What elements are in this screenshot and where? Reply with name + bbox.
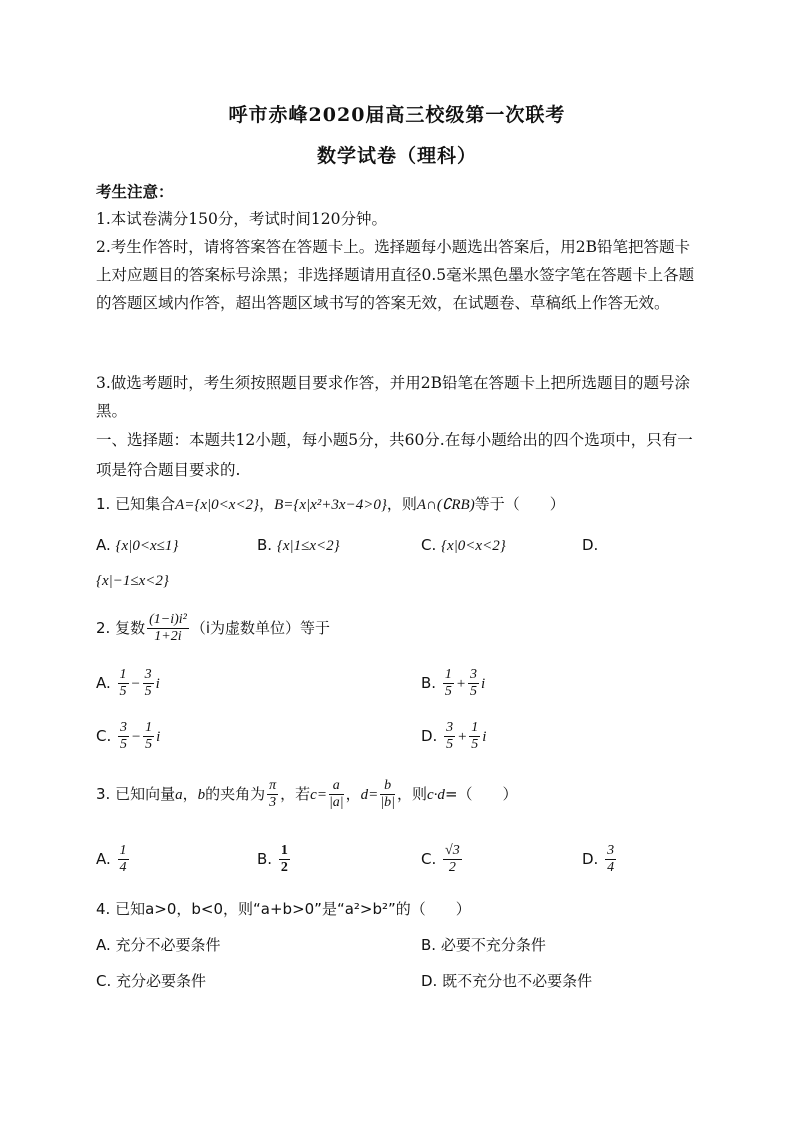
question-3 (96, 778, 518, 811)
page-subtitle: 数学试卷（理科） (316, 145, 477, 167)
q1-b-label: B. (257, 536, 273, 554)
q2-c-label: C. (96, 727, 112, 745)
q2-c-op: − (131, 729, 142, 745)
q2-d-label: D. (421, 727, 438, 745)
q1-sep: ， (259, 495, 275, 513)
q1-ask-pre: ，则 (386, 495, 417, 513)
q2-a-n2: 3 (144, 667, 152, 682)
q4-option-d: D. 既不充分也不必要条件 (421, 972, 593, 990)
q2-b-n1: 1 (444, 667, 452, 682)
q2-a-d1: 5 (119, 684, 127, 699)
q1-a-value: {x|0<x≤1} (115, 538, 179, 554)
q3-b-label: B. (257, 850, 273, 868)
q1-option-b (257, 536, 340, 555)
q3-sep2: ， (345, 785, 361, 803)
q3-a-frac (118, 843, 129, 876)
q3-eq2: = (368, 787, 379, 803)
q2-a-i: i (155, 676, 160, 692)
q3-d-d: 4 (607, 860, 615, 875)
q2-d-n1: 3 (446, 720, 454, 735)
q3-a-label: A. (96, 850, 111, 868)
q3-c-frac (329, 778, 344, 811)
page-title: 呼市赤峰2020届高三校级第一次联考 (228, 104, 566, 126)
q3-sep1: ， (182, 785, 198, 803)
q1-option-c (421, 536, 506, 555)
section-intro: 一、选择题：本题共12小题，每小题5分，共60分.在每小题给出的四个选项中，只有一项是符合题目要求的. (96, 431, 693, 479)
q4-option-a: A. 充分不必要条件 (96, 936, 221, 954)
q2-a-label: A. (96, 674, 111, 692)
q2-d-d1: 5 (446, 737, 454, 752)
q2-c-frac1 (118, 720, 129, 753)
q1-option-d-label: D. (582, 536, 599, 554)
question-1 (96, 493, 565, 514)
q3-c-d: 2 (448, 860, 456, 875)
q2-c-i: i (156, 729, 161, 745)
q1-prefix: 1. 已知集合 (96, 495, 176, 513)
notice-item-2: 2.考生作答时，请将答案答在答题卡上。选择题每小题选出答案后，用2B铅笔把答题卡上对应题目的答案标号涂黑；非选择题请用直径0.5毫米黑色墨水签字笔在答题卡上各题的答题区域内作答，超出答题区域书写的答案无效，在试题卷、草稿纸上作答无效。 (96, 238, 695, 312)
q2-denominator: 1+2i (154, 629, 182, 644)
q2-fraction (147, 612, 189, 645)
q3-vector-a: a (175, 787, 183, 803)
q3-d-frac (605, 843, 616, 876)
q2-c-n2: 1 (145, 720, 153, 735)
q1-set-a: A={x|0<x<2} (175, 497, 260, 513)
q3-then: ，则 (397, 785, 428, 803)
q3-d-num: b (380, 778, 395, 795)
q3-b-d: 2 (280, 860, 288, 875)
q3-option-b (257, 843, 292, 876)
q1-ask-post: 等于（ ） (474, 495, 565, 513)
q4-option-c: C. 充分必要条件 (96, 972, 207, 990)
q2-c-d1: 5 (120, 737, 128, 752)
q3-c-den: |a| (328, 795, 344, 810)
q3-d-n: 3 (607, 843, 615, 858)
q3-b-frac (279, 843, 290, 876)
q3-ask: =（ ） (444, 785, 518, 803)
q2-d-n2: 1 (471, 720, 479, 735)
q3-option-a (96, 843, 131, 876)
q3-c-n: √3 (445, 843, 460, 858)
q3-d-frac (380, 778, 395, 811)
q4-option-b: B. 必要不充分条件 (421, 936, 546, 954)
q3-vector-c: c (310, 787, 317, 803)
q3-c-label: C. (421, 850, 437, 868)
q3-d-den: |b| (380, 795, 395, 810)
question-4: 4. 已知a>0，b<0，则“a+b>0”是“a²>b²”的（ ） (96, 900, 471, 918)
q2-b-label: B. (421, 674, 437, 692)
q2-b-n2: 3 (469, 667, 477, 682)
q2-a-n1: 1 (119, 667, 127, 682)
q3-if: ，若 (280, 785, 311, 803)
q3-option-c (421, 843, 464, 876)
q2-d-i: i (482, 729, 487, 745)
q1-option-d-value: {x|−1≤x<2} (96, 573, 169, 589)
q1-b-value: {x|1≤x<2} (276, 538, 340, 554)
q2-option-c (96, 720, 160, 753)
q2-option-b (421, 667, 485, 700)
q2-a-d2: 5 (144, 684, 152, 699)
q3-option-d (582, 843, 618, 876)
q1-expr: A∩(∁RB) (416, 497, 475, 513)
q3-vector-b: b (197, 787, 206, 803)
q2-a-frac2 (143, 667, 154, 700)
q2-d-frac1 (444, 720, 455, 753)
q3-eq: = (316, 787, 327, 803)
q2-suffix: （i为虚数单位）等于 (190, 619, 331, 637)
q2-option-a (96, 667, 160, 700)
notice-item-1: 1.本试卷满分150分，考试时间120分钟。 (96, 210, 387, 228)
q2-b-d1: 5 (444, 684, 452, 699)
q3-angle (267, 778, 278, 811)
q1-c-label: C. (421, 536, 437, 554)
q3-prefix: 3. 已知向量 (96, 785, 176, 803)
q3-mid: 的夹角为 (205, 785, 266, 803)
q2-b-op: + (455, 676, 466, 692)
q2-option-d (421, 720, 486, 753)
q2-b-frac2 (468, 667, 479, 700)
notice-item-3: 3.做选考题时，考生须按照题目要求作答，并用2B铅笔在答题卡上把所选题目的题号涂黑。 (96, 374, 691, 420)
q2-d-frac2 (469, 720, 480, 753)
q2-c-frac2 (143, 720, 154, 753)
q3-b-n: 1 (280, 843, 288, 858)
q2-b-frac1 (443, 667, 454, 700)
q3-c-frac (443, 843, 462, 876)
q2-d-op: + (457, 729, 468, 745)
q2-a-frac1 (118, 667, 129, 700)
q1-c-value: {x|0<x<2} (441, 538, 506, 554)
q1-option-a (96, 536, 178, 555)
q3-a-n: 1 (119, 843, 127, 858)
q2-c-n1: 3 (120, 720, 128, 735)
q2-b-d2: 5 (469, 684, 477, 699)
q2-prefix: 2. 复数 (96, 619, 146, 637)
q3-pi: π (269, 778, 277, 793)
q3-c-num: a (329, 778, 344, 795)
q3-dot: c·d (427, 787, 445, 803)
q2-numerator: (1−i)i² (149, 612, 187, 627)
q3-vector-d: d (360, 787, 369, 803)
question-2 (96, 612, 330, 645)
q1-set-b: B={x|x²+3x−4>0} (274, 497, 387, 513)
notice-heading: 考生注意： (96, 182, 174, 201)
q2-b-i: i (480, 676, 486, 692)
q3-d-label: D. (582, 850, 599, 868)
q2-d-d2: 5 (471, 737, 479, 752)
q2-a-op: − (130, 676, 141, 692)
q2-c-d2: 5 (145, 737, 153, 752)
q3-a-d: 4 (119, 860, 127, 875)
q1-a-label: A. (96, 536, 111, 554)
q3-three: 3 (269, 795, 277, 810)
